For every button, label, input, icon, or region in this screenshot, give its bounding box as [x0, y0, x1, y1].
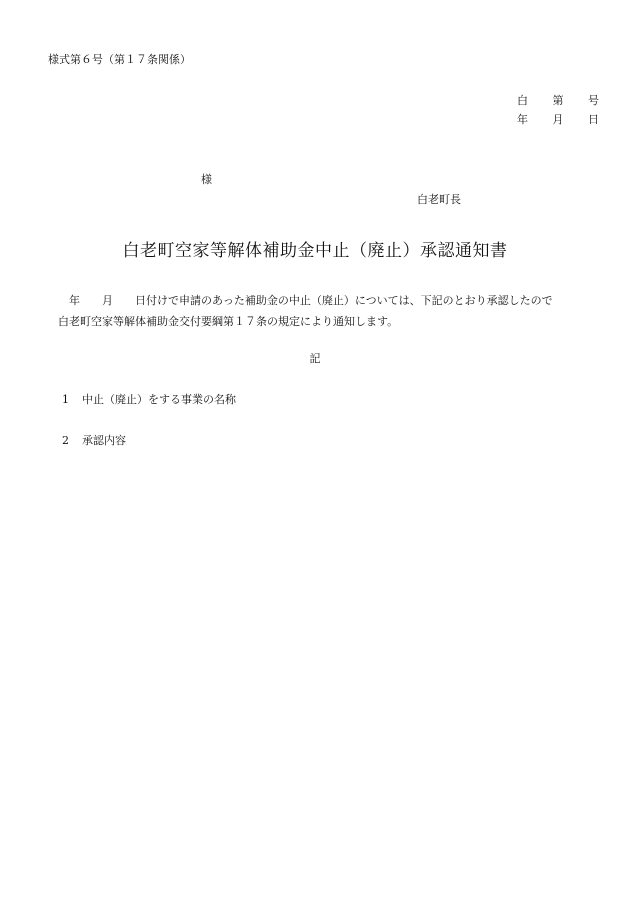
addressee-suffix: 様 [201, 173, 212, 186]
item-number: 1 [62, 393, 69, 406]
list-item [62, 432, 126, 448]
issuer-name: 白老町長 [417, 193, 461, 206]
reference-dai: 第 [552, 94, 564, 107]
body-paragraph [58, 290, 553, 332]
form-number: 様式第６号（第１７条関係） [48, 53, 191, 66]
body-line-1: 年 月 日付けで申請のあった補助金の中止（廃止）については、下記のとおり承認したので [58, 294, 553, 307]
item-number: 2 [62, 434, 69, 447]
reference-prefix: 白 [517, 94, 528, 107]
body-line-2: 白老町空家等解体補助金交付要綱第１７条の規定により通知します。 [58, 315, 399, 328]
reference-year: 年 [517, 113, 528, 126]
reference-date-row [517, 111, 599, 127]
reference-day: 日 [588, 113, 599, 126]
item-label: 承認内容 [82, 434, 126, 447]
reference-go: 号 [588, 94, 599, 107]
list-item [62, 391, 236, 407]
reference-month: 月 [552, 113, 564, 126]
item-label: 中止（廃止）をする事業の名称 [82, 393, 236, 406]
document-title: 白老町空家等解体補助金中止（廃止）承認通知書 [122, 241, 508, 261]
reference-number-row [517, 92, 599, 108]
ki-heading: 記 [309, 352, 321, 365]
